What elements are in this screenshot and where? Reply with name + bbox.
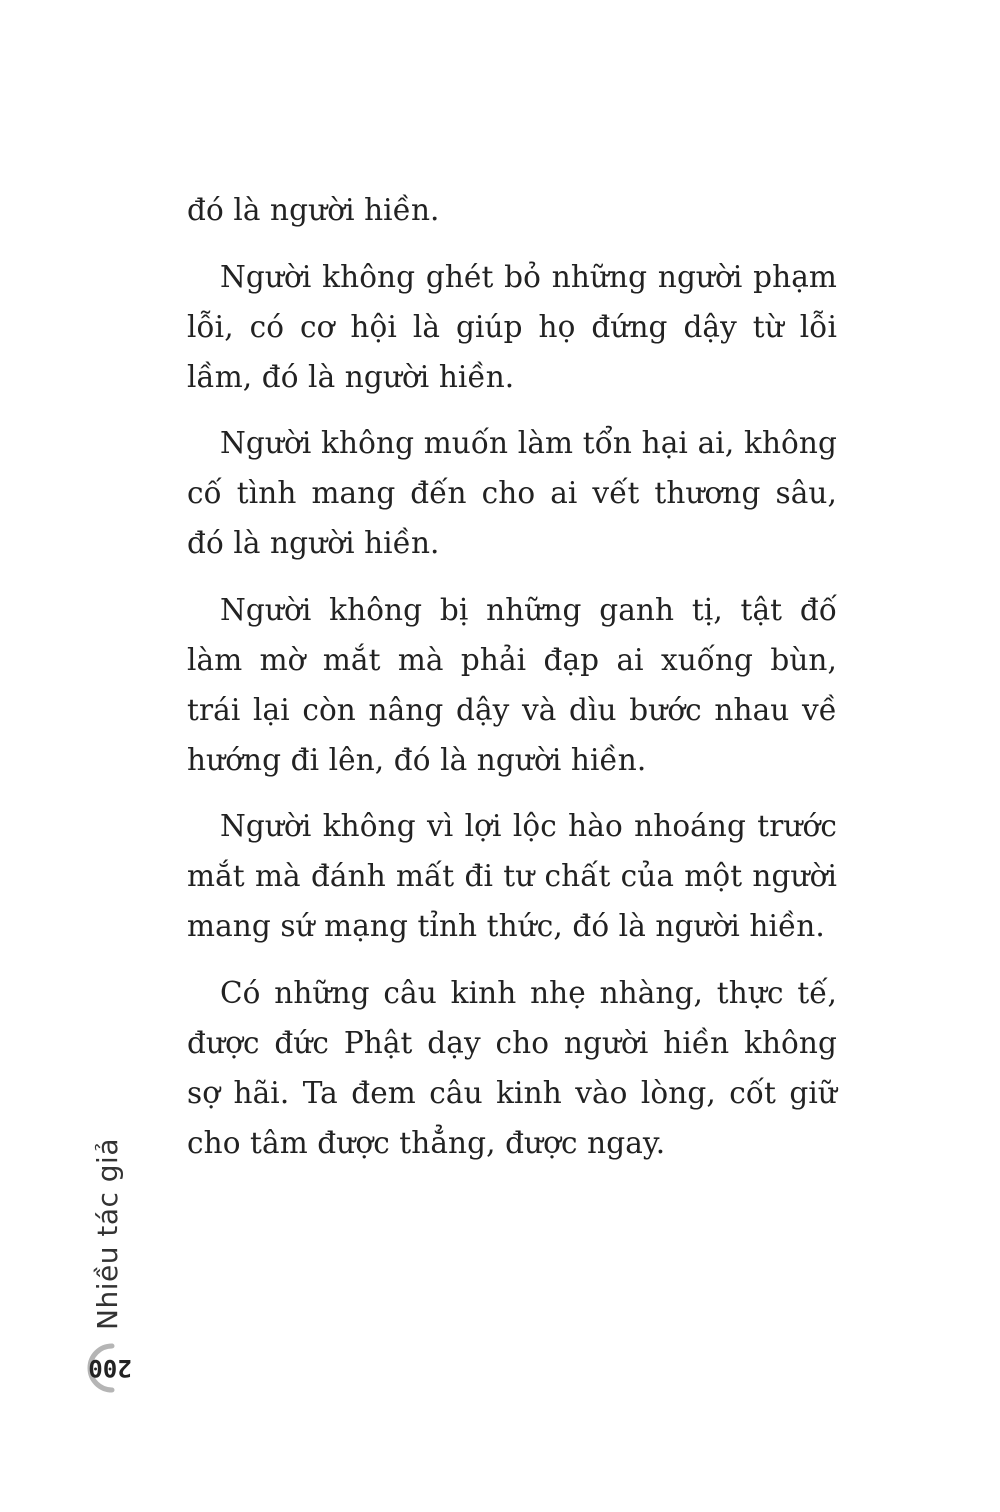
paragraph: đó là người hiền.: [187, 193, 440, 227]
paragraph: Người không ghét bỏ những người phạm lỗi, có cơ hội là giúp họ đứng dậy từ lỗi lầm, đó là người hiền.: [187, 259, 837, 394]
author-running-head: Nhiều tác giả: [91, 1138, 124, 1330]
page-number: 200: [88, 1354, 132, 1382]
paragraph: Người không vì lợi lộc hào nhoáng trước mắt mà đánh mất đi tư chất của một người mang sứ mạng tỉnh thức, đó là người hiền.: [187, 809, 837, 943]
body-text: [187, 185, 837, 1184]
paragraph: Có những câu kinh nhẹ nhàng, thực tế, được đức Phật dạy cho người hiền không sợ hãi. Ta đem câu kinh vào lòng, cốt giữ cho tâm được thẳng, được ngay.: [187, 975, 837, 1160]
paragraph: Người không muốn làm tổn hại ai, không cố tình mang đến cho ai vết thương sâu, đó là người hiền.: [187, 426, 837, 560]
paragraph: Người không bị những ganh tị, tật đố làm mờ mắt mà phải đạp ai xuống bùn, trái lại còn nâng dậy và dìu bước nhau về hướng đi lên, đó là người hiền.: [187, 592, 837, 777]
page-number-block: [82, 1338, 136, 1398]
